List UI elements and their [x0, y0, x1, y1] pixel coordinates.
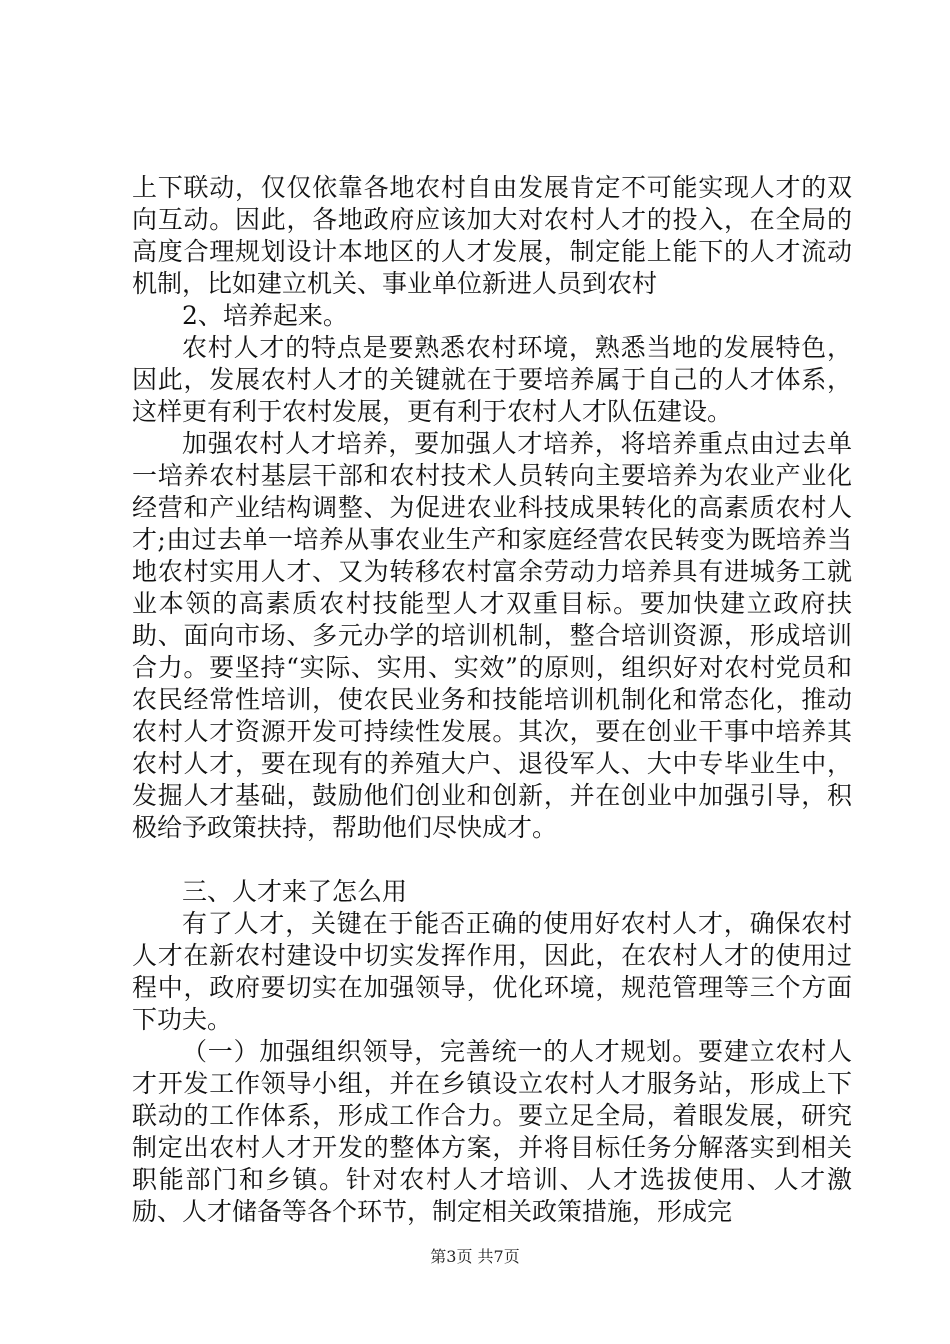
paragraph-talent-features: 农村人才的特点是要熟悉农村环境，熟悉当地的发展特色，因此，发展农村人才的关键就在于要培养属于自己的人才体系，这样更有利于农村发展，更有利于农村人才队伍建设。 [132, 333, 852, 426]
paragraph-strengthen-training: 加强农村人才培养，要加强人才培养，将培养重点由过去单一培养农村基层干部和农村技术人员转向主要培养为农业产业化经营和产业结构调整、为促进农业科技成果转化的高素质农村人才;由过去单一培养从事农业生产和家庭经营农民转变为既培养当地农村实用人才、又为转移农村富余劳动力培养具有进城务工就业本领的高素质农村技能型人才双重目标。要加快建立政府扶助、面向市场、多元办学的培训机制，整合培训资源，形成培训合力。要坚持“实际、实用、实效”的原则，组织好对农村党员和农民经常性培训，使农民业务和技能培训机制化和常态化，推动农村人才资源开发可持续性发展。其次，要在创业干事中培养其农村人才，要在现有的养殖大户、退役军人、大中专毕业生中，发掘人才基础，鼓励他们创业和创新，并在创业中加强引导，积极给予政策扶持，帮助他们尽快成才。 [132, 429, 852, 842]
paragraph-continuation: 上下联动，仅仅依靠各地农村自由发展肯定不可能实现人才的双向互动。因此，各地政府应该加大对农村人才的投入，在全局的高度合理规划设计本地区的人才发展，制定能上能下的人才流动机制，比如建立机关、事业单位新进人员到农村 [132, 173, 852, 298]
section-heading-usage: 三、人才来了怎么用 [182, 877, 408, 906]
paragraph-use-talent: 有了人才，关键在于能否正确的使用好农村人才，确保农村人才在新农村建设中切实发挥作用，因此，在农村人才的使用过程中，政府要切实在加强领导，优化环境，规范管理等三个方面下功夫。 [132, 909, 852, 1034]
paragraph-organization-leadership: （一）加强组织领导，完善统一的人才规划。要建立农村人才开发工作领导小组，并在乡镇设立农村人才服务站，形成上下联动的工作体系，形成工作合力。要立足全局，着眼发展，研究制定出农村人才开发的整体方案，并将目标任务分解落实到相关职能部门和乡镇。针对农村人才培训、人才选拔使用、人才激励、人才储备等各个环节，制定相关政策措施，形成完 [132, 1037, 852, 1226]
paragraph-gap [132, 844, 852, 876]
subheading-cultivate: 2、培养起来。 [182, 301, 348, 330]
page-number-footer: 第3页 共7页 [430, 1247, 520, 1266]
document-body [132, 172, 852, 1228]
